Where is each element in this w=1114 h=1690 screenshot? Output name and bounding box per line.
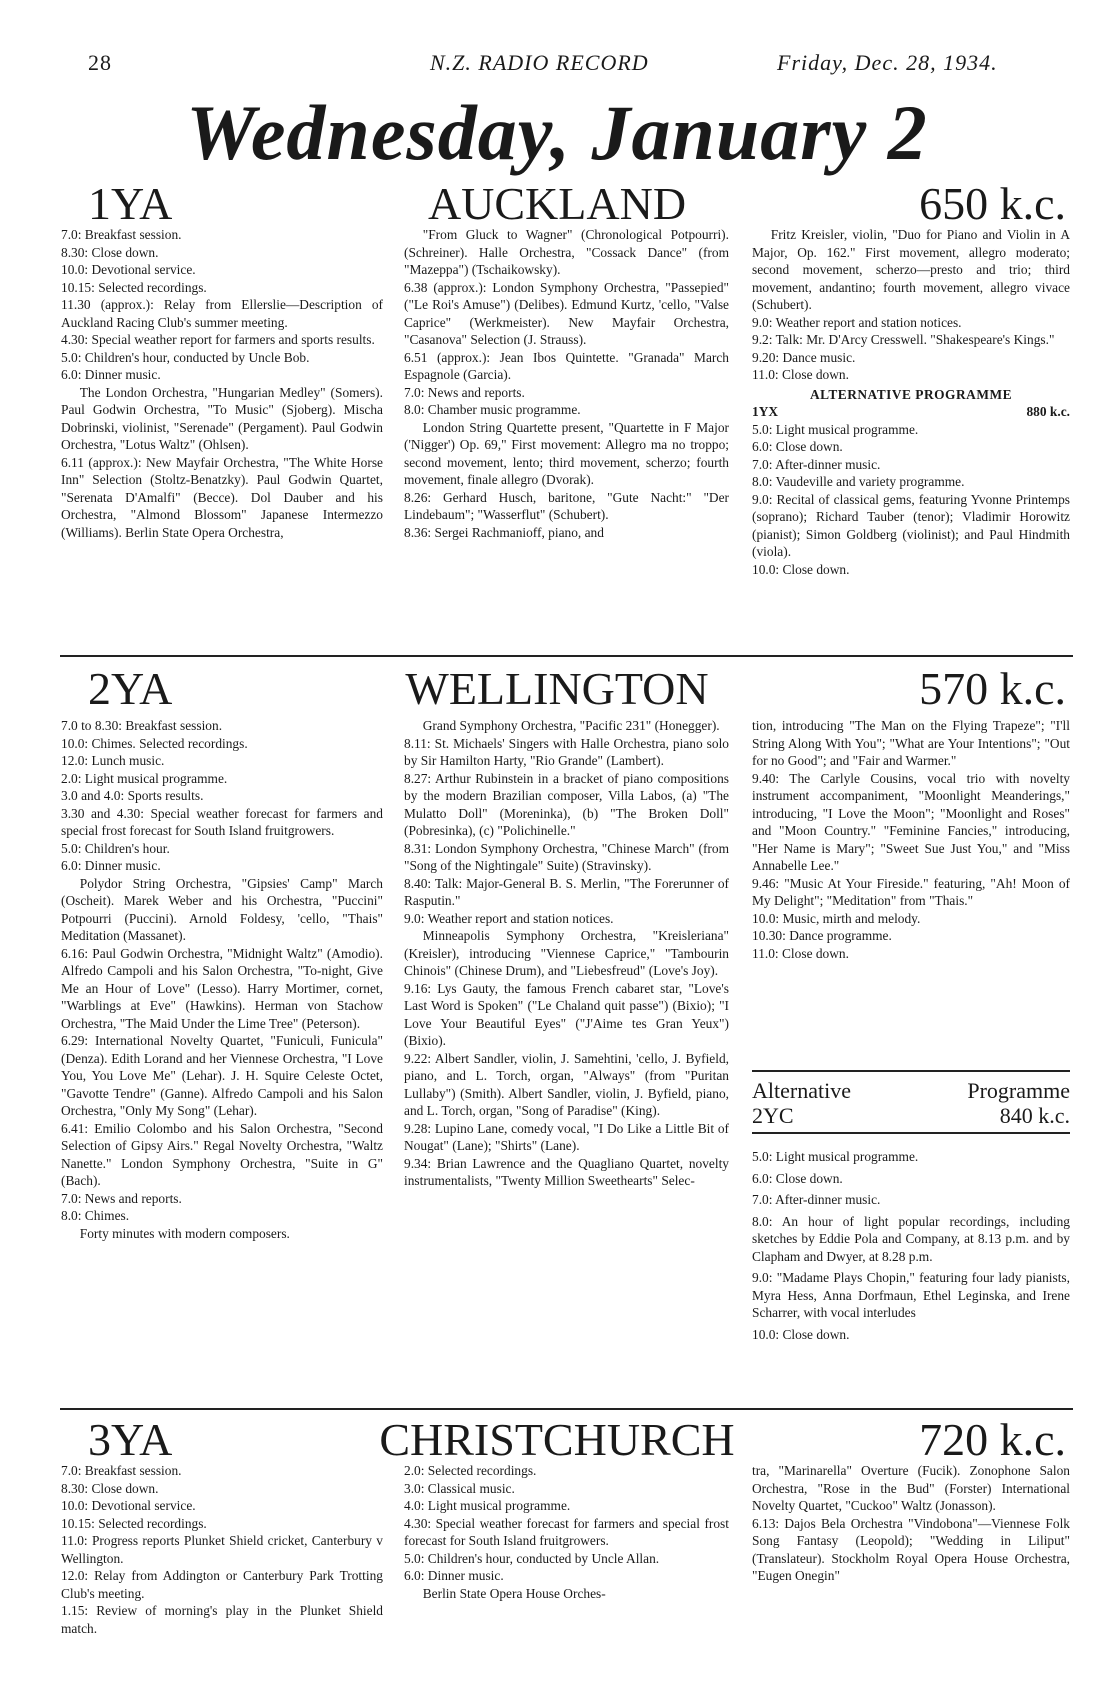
alternative-call-sign: 2YC [752, 1103, 794, 1128]
programme-item: 6.0: Dinner music. [61, 858, 161, 873]
programme-item: 9.0: Weather report and station notices. [404, 910, 614, 926]
alternative-title-right: Programme [967, 1078, 1070, 1103]
programme-item: 6.0: Close down. [752, 1170, 843, 1186]
programme-item: 3.0 and 4.0: Sports results. [61, 788, 204, 803]
programme-item: 7.0 to 8.30: Breakfast session. [61, 718, 223, 733]
programme-item: 5.0: Children's hour, conducted by Uncle Allan. [404, 1550, 660, 1566]
section-divider [60, 655, 1073, 657]
programme-item: Berlin State Opera House Orches- [422, 1585, 606, 1601]
programme-item: 9.20: Dance music. [752, 349, 856, 365]
programme-item: 7.0: News and reports. [61, 1190, 182, 1206]
alternative-programme-box [752, 1070, 1070, 1343]
station-city: CHRISTCHURCH [379, 1414, 735, 1465]
programme-item: 10.0: Devotional service. [61, 262, 196, 277]
programme-item: Forty minutes with modern composers. [79, 1225, 290, 1241]
station-call-sign: 3YA [88, 1414, 173, 1465]
programme-item: 9.46: "Music At Your Fireside." featuring, "Ah! Moon of My Delight"; "Meditation" from "Thais." [752, 875, 1070, 908]
programme-item: 11.30 (approx.): Relay from Ellerslie—Description of Auckland Racing Club's summer meeting. [61, 297, 383, 330]
programme-column [61, 226, 383, 541]
programme-item: 7.0: Breakfast session. [61, 1463, 182, 1478]
page-number: 28 [88, 50, 112, 75]
programme-item: 8.0: Vaudeville and variety programme. [752, 474, 965, 489]
station-frequency: 570 k.c. [919, 663, 1066, 714]
alternative-bottom-rule [752, 1132, 1070, 1134]
programme-item: 8.30: Close down. [61, 244, 159, 260]
programme-item: 9.34: Brian Lawrence and the Quagliano Quartet, novelty instrumentalists, "Twenty Million Sweethearts" Selec- [404, 1155, 729, 1188]
station-frequency: 650 k.c. [919, 178, 1066, 229]
programme-item: 1.15: Review of morning's play in the Plunket Shield match. [61, 1603, 383, 1636]
programme-item: 10.15: Selected recordings. [61, 1515, 207, 1531]
programme-item: The London Orchestra, "Hungarian Medley" (Somers). Paul Godwin Orchestra, "To Music" (Sjoberg). Mischa Dobrinski, violinist, "Serenade" (Pergament). Paul Godwin Orchestra, "Lotus Waltz" (Ohlsen). [61, 384, 383, 452]
programme-item: 7.0: Breakfast session. [61, 227, 182, 242]
programme-item: 12.0: Lunch music. [61, 753, 165, 768]
programme-item: 9.28: Lupino Lane, comedy vocal, "I Do Like a Little Bit of Nougat" (Lane); "Shirts" (Lane). [404, 1120, 729, 1153]
alternative-frequency: 880 k.c. [1026, 404, 1070, 419]
programme-item: 8.0: An hour of light popular recordings, including sketches by Eddie Pola and Company, at 8.13 p.m. and by Clapham and Dwyer, at 8.28 p.m. [752, 1213, 1070, 1264]
alternative-call-sign: 1YX [752, 404, 779, 419]
programme-item: 5.0: Light musical programme. [752, 1149, 919, 1164]
programme-item: 6.38 (approx.): London Symphony Orchestra, "Passepied" ("Le Roi's Amuse") (Delibes). Edmund Kurtz, 'cello, "Valse Caprice" (Werkmeister). New Mayfair Orchestra, "Casanova" Selection (J. Strauss). [404, 279, 729, 347]
programme-item: 6.11 (approx.): New Mayfair Orchestra, "The White Horse Inn" Selection (Stoltz-Benatzky). Paul Godwin Quartet, "Serenata D'Amalfi" (Becce). Dol Dauber and his Orchestra, "Almond Blossom" Japanese Intermezzo (Williams). Berlin State Opera Orchestra, [61, 454, 383, 540]
programme-item: 8.27: Arthur Rubinstein in a bracket of piano compositions by the modern Brazilian composer, Villa Labos, (a) "The Mulatto Doll" (Moreninka), (b) "The Broken Doll" (Pobresinka), (c) "Polichinelle." [404, 770, 729, 838]
programme-item: 6.29: International Novelty Quartet, "Funiculi, Funicula" (Denza). Edith Lorand and her Viennese Orchestra, "I Love You, You Love Me" (Lehar). J. H. Squire Celeste Octet, "Gavotte Tendre" (Ganne). Alfredo Campoli and his Salon Orchestra, "Only My Song" (Lehar). [61, 1033, 383, 1118]
programme-item: 11.0: Progress reports Plunket Shield cricket, Canterbury v Wellington. [61, 1533, 383, 1566]
programme-item: 6.51 (approx.): Jean Ibos Quintette. "Granada" March Espagnole (Garcia). [404, 349, 729, 382]
programme-item: 10.0: Close down. [752, 1326, 850, 1342]
programme-item: 8.26: Gerhard Husch, baritone, "Gute Nacht:" "Der Lindebaum"; "Wasserflut" (Schubert). [404, 489, 729, 522]
programme-item: 5.0: Children's hour. [61, 840, 170, 856]
programme-item: 3.0: Classical music. [404, 1480, 515, 1496]
alternative-title-left: Alternative [752, 1078, 851, 1103]
programme-item: 6.0: Dinner music. [61, 367, 161, 382]
programme-item: 4.30: Special weather report for farmers and sports results. [61, 332, 375, 347]
programme-column [404, 1462, 729, 1602]
programme-item: 6.0: Close down. [752, 439, 843, 454]
publication-name: N.Z. RADIO RECORD [430, 50, 649, 75]
programme-item: 7.0: After-dinner music. [752, 1192, 881, 1207]
programme-item: London String Quartette present, "Quartette in F Major ('Nigger') Op. 69," First movement: Allegro ma no troppo; second movement, lento; third movement, scherzo; fourth movement, finale allegro (Dvorak). [404, 419, 729, 487]
programme-item: 4.30: Special weather forecast for farmers and special frost forecast for South Island fruitgrowers. [404, 1515, 729, 1548]
programme-item: Grand Symphony Orchestra, "Pacific 231" (Honegger). [422, 718, 720, 733]
programme-item: 7.0: After-dinner music. [752, 456, 881, 472]
day-title: Wednesday, January 2 [186, 89, 928, 176]
programme-item: 6.41: Emilio Colombo and his Salon Orchestra, "Second Selection of Gipsy Airs." Regal Novelty Orchestra, "Waltz Nanette." London Symphony Orchestra, "Suite in G" (Bach). [61, 1120, 383, 1188]
programme-item: 9.0: Weather report and station notices. [752, 314, 962, 330]
alternative-programme-heading: ALTERNATIVE PROGRAMME [809, 386, 1013, 402]
programme-item: Minneapolis Symphony Orchestra, "Kreisleriana" (Kreisler), introducing "Viennese Caprice," "Tambourin Chinois" (Chinese Drum), and "Liebesfreud" (Love's Joy). [404, 928, 729, 978]
section-divider [60, 1408, 1073, 1410]
programme-item: 6.16: Paul Godwin Orchestra, "Midnight Waltz" (Amodio). Alfredo Campoli and his Salon Orchestra, "To-night, Give Me an Hour of Love" (Lesso). Harry Mortimer, cornet, "Warblings at Eve" (Hawkins). Herman von Stachow Orchestra, "The Maid Under the Lime Tree" (Peterson). [61, 945, 383, 1031]
programme-item: 12.0: Relay from Addington or Canterbury Park Trotting Club's meeting. [61, 1568, 383, 1601]
station-frequency: 720 k.c. [919, 1414, 1066, 1465]
programme-item: 11.0: Close down. [752, 945, 849, 961]
station-city: AUCKLAND [427, 178, 687, 229]
programme-item: 10.0: Close down. [752, 561, 850, 577]
alternative-top-rule [752, 1070, 1070, 1072]
programme-item: 7.0: News and reports. [404, 384, 525, 400]
programme-item: 5.0: Light musical programme. [752, 421, 919, 437]
programme-item: 4.0: Light musical programme. [404, 1498, 571, 1513]
programme-item: 10.30: Dance programme. [752, 928, 892, 943]
programme-item: Fritz Kreisler, violin, "Duo for Piano and Violin in A Major, Op. 162." First movement, allegro moderato; second movement, scherzo—presto and trio; third movement, andantino; fourth movement, allegro vivace (Schubert). [752, 227, 1070, 312]
station-call-sign: 2YA [88, 663, 173, 714]
programme-item: 9.0: Recital of classical gems, featuring Yvonne Printemps (soprano); Richard Tauber (tenor); Vladimir Horowitz (pianist); Simon Goldberg (violinist); and Paul Hindmith (viola). [752, 491, 1070, 559]
programme-item: 8.31: London Symphony Orchestra, "Chinese March" (from "Song of the Nightingale" Suite) (Stravinsky). [404, 840, 729, 873]
programme-item: 10.15: Selected recordings. [61, 279, 207, 295]
programme-column [752, 717, 1070, 962]
programme-item: 10.0: Chimes. Selected recordings. [61, 735, 248, 751]
programme-column [752, 226, 1070, 578]
programme-item: 6.13: Dajos Bela Orchestra "Vindobona"—Viennese Folk Song Fantasy (Leopold); "Wedding in Liliput" (Translateur). Stockholm Royal Opera House Orchestra, "Eugen Onegin" [752, 1515, 1070, 1583]
programme-item: tra, "Marinarella" Overture (Fucik). Zonophone Salon Orchestra, "Rose in the Bud" (Forster) International Novelty Quartet, "Cuckoo" Waltz (Jonasson). [752, 1463, 1070, 1513]
programme-item: 6.0: Dinner music. [404, 1568, 504, 1583]
issue-date: Friday, Dec. 28, 1934. [777, 50, 998, 75]
programme-item: 8.0: Chimes. [61, 1208, 130, 1223]
programme-column [752, 1462, 1070, 1585]
programme-item: 2.0: Selected recordings. [404, 1463, 537, 1478]
programme-item: 11.0: Close down. [752, 367, 849, 382]
programme-item: 3.30 and 4.30: Special weather forecast for farmers and special frost forecast for South Island fruitgrowers. [61, 805, 383, 838]
programme-item: 9.16: Lys Gauty, the famous French cabaret star, "Love's Last Word is Spoken" ("Le Chaland quit passe") (Bixio); "I Love Your Beautiful Eyes" ("J'Aime tes Gran Yeux") (Bixio). [404, 980, 729, 1048]
programme-item: 9.0: "Madame Plays Chopin," featuring four lady pianists, Myra Hess, Anna Dorfmaun, Ethel Leginska, and Irene Scharrer, with vocal interludes [752, 1270, 1070, 1320]
programme-item: 8.0: Chamber music programme. [404, 402, 581, 417]
alternative-frequency: 840 k.c. [999, 1103, 1070, 1128]
programme-item: 9.40: The Carlyle Cousins, vocal trio with novelty instrument accompaniment, "Moonlight Meanderings," introducing, "I Love the Moon"; "Moonlight and Roses" and "Moon Country." "Feminine Fancies," introducing, "Her Name is Mary"; "Sweet Sue Just You," and "Miss Annabelle Lee." [752, 770, 1070, 873]
programme-item: Polydor String Orchestra, "Gipsies' Camp" March (Oscheit). Marek Weber and his Orchestra, "Puccini" Potpourri (Puccini). Arnold Foldesy, 'cello, "Thais" Meditation (Massanet). [61, 875, 383, 943]
programme-item: 8.36: Sergei Rachmanioff, piano, and [404, 524, 604, 540]
alternative-programme-list [752, 1148, 1070, 1343]
station-call-sign: 1YA [88, 178, 173, 229]
programme-item: 8.11: St. Michaels' Singers with Halle Orchestra, piano solo by Sir Hamilton Harty, "Rio Grande" (Lambert). [404, 735, 729, 768]
alternative-station-line [752, 403, 1070, 421]
programme-item: 10.0: Devotional service. [61, 1498, 196, 1513]
programme-column [404, 717, 729, 1190]
programme-item: 5.0: Children's hour, conducted by Uncle Bob. [61, 349, 310, 365]
programme-item: 8.30: Close down. [61, 1480, 159, 1496]
station-city: WELLINGTON [405, 663, 709, 714]
page-header [0, 42, 1114, 82]
station-heading-2ya [0, 663, 1114, 715]
programme-item: 9.22: Albert Sandler, violin, J. Samehtini, 'cello, J. Byfield, piano, and L. Torch, organ, "Always" (from "Puritan Lullaby") (Smith). Albert Sandler, violin, J. Byfield, piano, and L. Torch, organ, "Song of Paradise" (King). [404, 1050, 729, 1118]
programme-item: "From Gluck to Wagner" (Chronological Potpourri). (Schreiner). Halle Orchestra, "Cossack Dance" (from "Mazeppa") (Tschaikowsky). [404, 227, 729, 277]
programme-item: 8.40: Talk: Major-General B. S. Merlin, "The Forerunner of Rasputin." [404, 875, 729, 908]
programme-column [61, 717, 383, 1242]
programme-item: 10.0: Music, mirth and melody. [752, 910, 921, 926]
programme-item: 9.2: Talk: Mr. D'Arcy Cresswell. "Shakespeare's Kings." [752, 332, 1055, 347]
station-heading-1ya [0, 178, 1114, 230]
programme-item: 2.0: Light musical programme. [61, 770, 228, 786]
programme-column [404, 226, 729, 541]
station-heading-3ya [0, 1414, 1114, 1466]
programme-item: tion, introducing "The Man on the Flying Trapeze"; "I'll String Along With You"; "What are Your Intentions"; "Out for no Good"; and "Fair and Warmer." [752, 718, 1070, 768]
programme-column [61, 1462, 383, 1637]
